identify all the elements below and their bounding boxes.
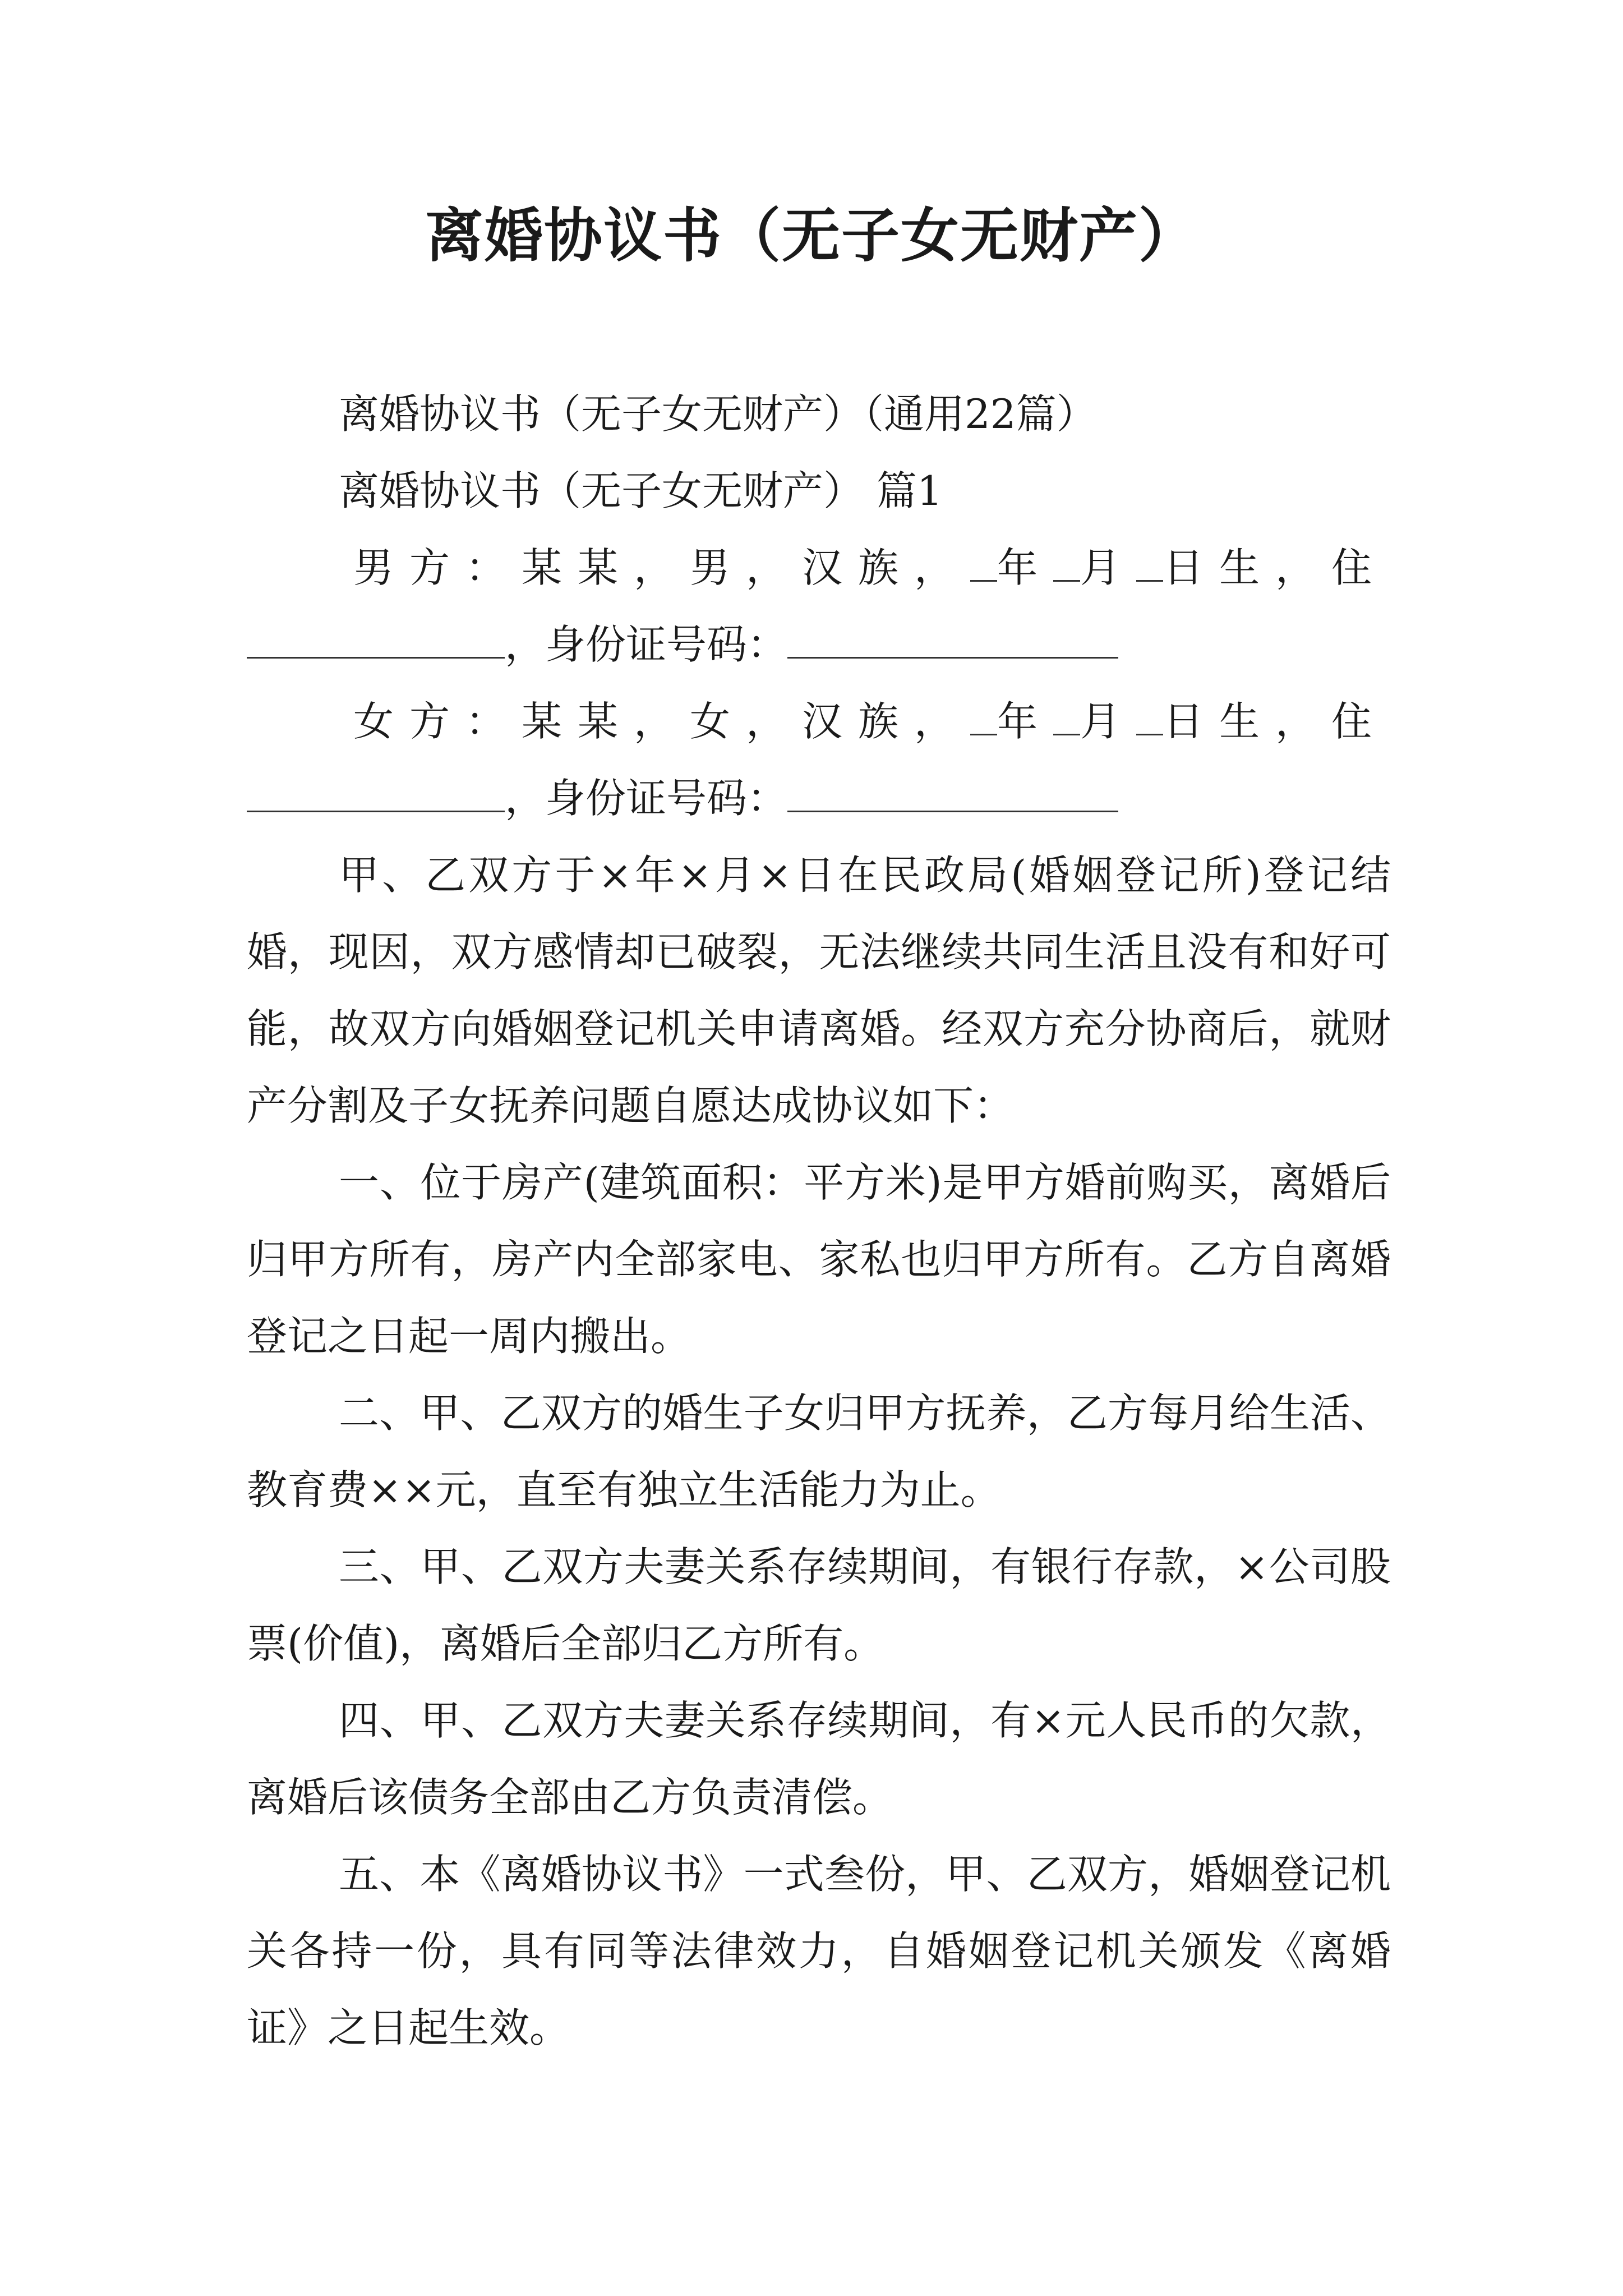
male-birth-day-label: 日生，住 bbox=[1163, 544, 1388, 591]
paragraph-clause-4: 四、甲、乙双方夫妻关系存续期间，有×元人民币的欠款，离婚后该债务全部由乙方负责清偿。 bbox=[247, 1697, 1391, 1821]
id-number-blank bbox=[787, 771, 1118, 812]
id-number-blank bbox=[787, 618, 1118, 659]
female-birth-month-label: 月 bbox=[1080, 698, 1137, 745]
male-birth-month-label: 月 bbox=[1080, 544, 1137, 591]
male-party-label: 男方：某某，男，汉族， bbox=[353, 544, 971, 591]
birth-month-blank bbox=[1053, 702, 1080, 735]
female-id-label: ，身份证号码： bbox=[505, 775, 788, 822]
male-birth-year-label: 年 bbox=[997, 544, 1054, 591]
birth-year-blank bbox=[970, 549, 997, 582]
male-id-line bbox=[247, 606, 1391, 683]
document-body bbox=[247, 376, 1391, 2067]
document-subtitle: 离婚协议书（无子女无财产）（通用22篇） bbox=[339, 390, 1097, 438]
address-blank bbox=[247, 618, 505, 659]
section-heading: 离婚协议书（无子女无财产） 篇1 bbox=[339, 467, 943, 514]
male-party-line bbox=[247, 530, 1391, 606]
document-title: 离婚协议书（无子女无财产） bbox=[425, 201, 1198, 270]
female-id-line bbox=[247, 760, 1391, 837]
paragraph-clause-1: 一、位于房产(建筑面积：平方米)是甲方婚前购买，离婚后归甲方所有，房产内全部家电、家私也归甲方所有。乙方自离婚登记之日起一周内搬出。 bbox=[247, 1159, 1391, 1360]
female-birth-year-label: 年 bbox=[997, 698, 1054, 745]
male-id-label: ，身份证号码： bbox=[505, 621, 788, 668]
paragraph-clause-5: 五、本《离婚协议书》一式叁份，甲、乙双方，婚姻登记机关各持一份，具有同等法律效力，自婚姻登记机关颁发《离婚证》之日起生效。 bbox=[247, 1851, 1391, 2051]
birth-year-blank bbox=[970, 702, 997, 735]
paragraph-intro: 甲、乙双方于×年×月×日在民政局(婚姻登记所)登记结婚，现因，双方感情却已破裂，无法继续共同生活且没有和好可能，故双方向婚姻登记机关申请离婚。经双方充分协商后，就财产分割及子女抚养问题自愿达成协议如下： bbox=[247, 852, 1391, 1129]
female-party-label: 女方：某某，女，汉族， bbox=[353, 698, 971, 745]
birth-month-blank bbox=[1053, 549, 1080, 582]
birth-day-blank bbox=[1136, 702, 1163, 735]
birth-day-blank bbox=[1136, 549, 1163, 582]
address-blank bbox=[247, 771, 505, 812]
paragraph-clause-2: 二、甲、乙双方的婚生子女归甲方抚养，乙方每月给生活、教育费××元，直至有独立生活能力为止。 bbox=[247, 1389, 1391, 1513]
female-party-line bbox=[247, 683, 1391, 760]
female-birth-day-label: 日生，住 bbox=[1163, 698, 1388, 745]
paragraph-clause-3: 三、甲、乙双方夫妻关系存续期间，有银行存款，×公司股票(价值)，离婚后全部归乙方所有。 bbox=[247, 1543, 1391, 1667]
